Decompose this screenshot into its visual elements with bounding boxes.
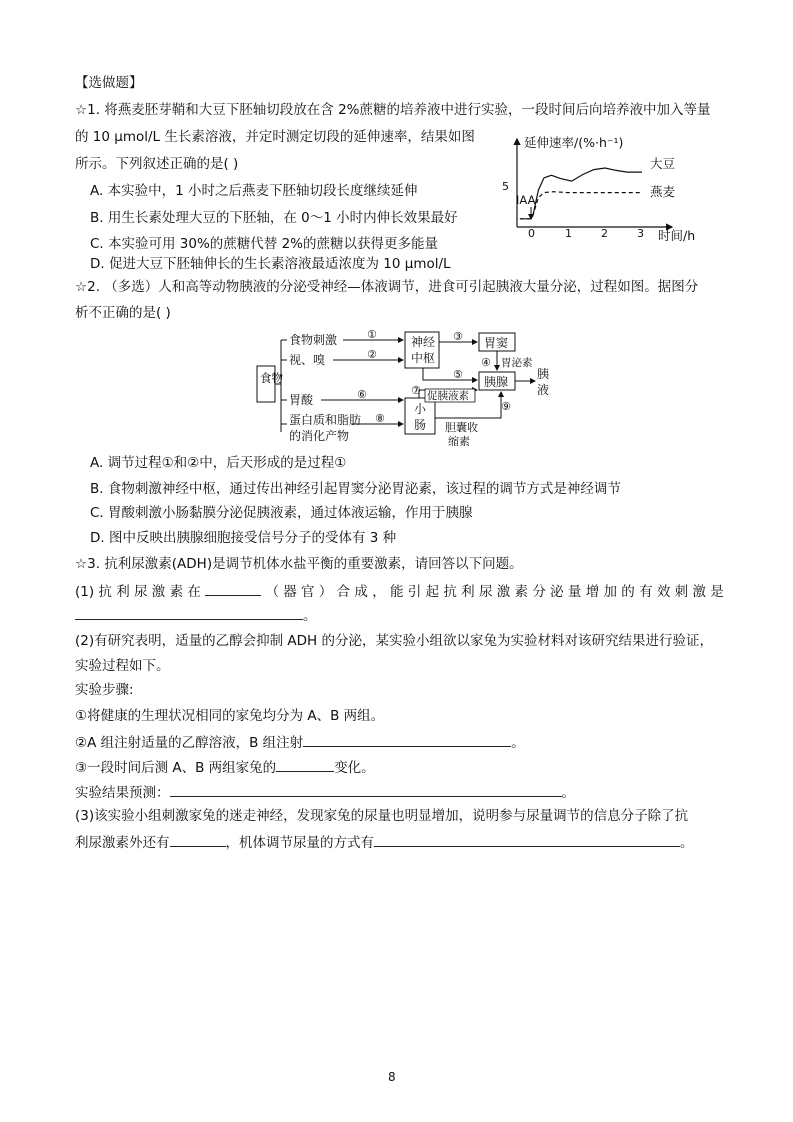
q3-prediction-end: 。 (561, 785, 575, 801)
series-line-oat (520, 192, 642, 219)
q2-option-d: D. 图中反映出胰腺细胞接受信号分子的受体有 3 种 (90, 530, 397, 546)
cck-label-1: 胆囊收 (445, 421, 478, 434)
num-9: ⑨ (501, 400, 511, 413)
gastrin-label: 胃泌素 (501, 357, 533, 369)
y-axis-label: 延伸速率/(%·h⁻¹) (524, 135, 624, 150)
q3-prediction-blank[interactable] (170, 782, 562, 797)
q2-option-a: A. 调节过程①和②中，后天形成的是过程① (90, 455, 347, 471)
q3-step3-text-b: 变化。 (334, 760, 375, 776)
q3-part1-end: 。 (303, 608, 317, 624)
section-title: 【选做题】 (75, 75, 143, 91)
q3-intro: ☆3. 抗利尿激素(ADH)是调节机体水盐平衡的重要激素，请回答以下问题。 (75, 556, 523, 572)
num-8: ⑧ (375, 412, 385, 425)
q3-step3 (75, 757, 375, 777)
series-line-soybean (520, 168, 642, 219)
q2-option-b: B. 食物刺激神经中枢，通过传出神经引起胃窦分泌胃泌素，该过程的调节方式是神经调节 (90, 481, 621, 497)
q3-organ-blank[interactable] (205, 581, 261, 596)
food-label-1: 食物 (260, 371, 283, 385)
x-tick-1: 1 (565, 227, 572, 240)
q3-step2 (75, 732, 525, 752)
secretin-label: 促胰液素 (427, 390, 469, 402)
q3-part3-line1: (3)该实验小组刺激家兔的迷走神经，发现家兔的尿量也明显增加，说明参与尿量调节的信息分子除了抗 (75, 808, 689, 824)
q3-part3-end: 。 (680, 835, 694, 851)
stim-acid: 胃酸 (289, 393, 314, 407)
q3-part1-text-b: （ 器 官 ） 合 成 ， 能 引 起 抗 利 尿 激 素 分 泌 量 增 加 的 有 效 刺 激 是 (265, 584, 724, 600)
q3-step2-end: 。 (511, 735, 525, 751)
pancreas-label: 胰腺 (484, 375, 509, 389)
q1-stem-line2: 的 10 μmol/L 生长素溶液，并定时测定切段的延伸速率，结果如图 (75, 129, 475, 145)
q1-chart (500, 133, 710, 245)
q3-stimulus-blank[interactable] (75, 605, 303, 620)
y-tick-5: 5 (502, 180, 509, 193)
num-1: ① (367, 328, 377, 341)
stim-sight: 视、嗅 (289, 353, 326, 367)
intestine-label-2: 肠 (414, 418, 427, 432)
q3-part3-text-a: 利尿激素外还有 (75, 835, 170, 851)
q3-part3-text-b: ，机体调节尿量的方式有 (225, 835, 374, 851)
q3-step3-text: ③一段时间后测 A、B 两组家兔的 (75, 760, 277, 776)
page-number: 8 (388, 1070, 396, 1084)
q3-signal-blank[interactable] (170, 832, 226, 847)
q3-part1-line2 (75, 605, 317, 625)
q3-regulation-blank[interactable] (374, 832, 680, 847)
q1-option-b: B. 用生长素处理大豆的下胚轴，在 0～1 小时内伸长效果最好 (90, 210, 458, 226)
q3-part2-line2: 实验过程如下。 (75, 658, 170, 674)
intestine-label-1: 小 (414, 402, 427, 416)
q3-prediction-label: 实验结果预测： (75, 785, 170, 801)
q1-stem-line3: 所示。下列叙述正确的是( ) (75, 156, 239, 172)
q1-option-c: C. 本实验可用 30%的蔗糖代替 2%的蔗糖以获得更多能量 (90, 236, 439, 252)
x-axis-label: 时间/h (658, 228, 696, 243)
q2-stem-line2: 析不正确的是( ) (75, 305, 171, 321)
x-tick-0: 0 (528, 227, 535, 240)
num-7: ⑦ (411, 384, 421, 397)
num-6: ⑥ (357, 388, 367, 401)
soybean-legend: 大豆 (650, 156, 676, 171)
stim-protein-2: 的消化产物 (289, 429, 350, 443)
juice-label-2: 液 (537, 383, 550, 397)
iaa-label: IAA (516, 193, 536, 207)
num-3: ③ (453, 330, 463, 343)
q3-step2-text: ②A 组注射适量的乙醇溶液，B 组注射 (75, 735, 304, 751)
q3-step1: ①将健康的生理状况相同的家兔均分为 A、B 两组。 (75, 708, 385, 724)
x-tick-3: 3 (637, 227, 644, 240)
stim-protein-1: 蛋白质和脂肪 (289, 413, 362, 427)
juice-label-1: 胰 (537, 367, 550, 381)
q3-part1-text-a: (1) 抗 利 尿 激 素 在 (75, 584, 201, 600)
q2-diagram (255, 328, 555, 446)
q3-part2-line1: (2)有研究表明，适量的乙醇会抑制 ADH 的分泌，某实验小组欲以家兔为实验材料对该研究结果进行验证， (75, 633, 713, 649)
nerve-center-label-1: 神经 (411, 335, 436, 349)
antrum-label: 胃窦 (484, 336, 509, 350)
q1-option-d: D. 促进大豆下胚轴伸长的生长素溶液最适浓度为 10 μmol/L (90, 256, 451, 272)
q2-stem-line1: ☆2. （多选）人和高等动物胰液的分泌受神经—体液调节，进食可引起胰液大量分泌，过程如图。据图分 (75, 279, 699, 295)
q3-step3-blank[interactable] (276, 757, 334, 772)
x-tick-2: 2 (601, 227, 608, 240)
q2-option-c: C. 胃酸刺激小肠黏膜分泌促胰液素，通过体液运输，作用于胰腺 (90, 505, 473, 521)
q1-stem-line1: ☆1. 将燕麦胚芽鞘和大豆下胚轴切段放在含 2%蔗糖的培养液中进行实验，一段时间后向培养液中加入等量 (75, 102, 711, 118)
num-4: ④ (481, 356, 491, 369)
cck-label-2: 缩素 (448, 435, 470, 446)
num-5: ⑤ (453, 368, 463, 381)
q3-part1-line1 (75, 581, 724, 601)
q3-prediction (75, 782, 575, 802)
stim-food: 食物刺激 (289, 333, 338, 347)
q1-option-a: A. 本实验中，1 小时之后燕麦下胚轴切段长度继续延伸 (90, 183, 418, 199)
q3-step2-blank[interactable] (303, 732, 511, 747)
q3-steps-title: 实验步骤: (75, 682, 134, 698)
num-2: ② (367, 348, 377, 361)
nerve-center-label-2: 中枢 (411, 351, 436, 365)
q3-part3-line2 (75, 832, 694, 852)
oat-legend: 燕麦 (650, 184, 676, 199)
